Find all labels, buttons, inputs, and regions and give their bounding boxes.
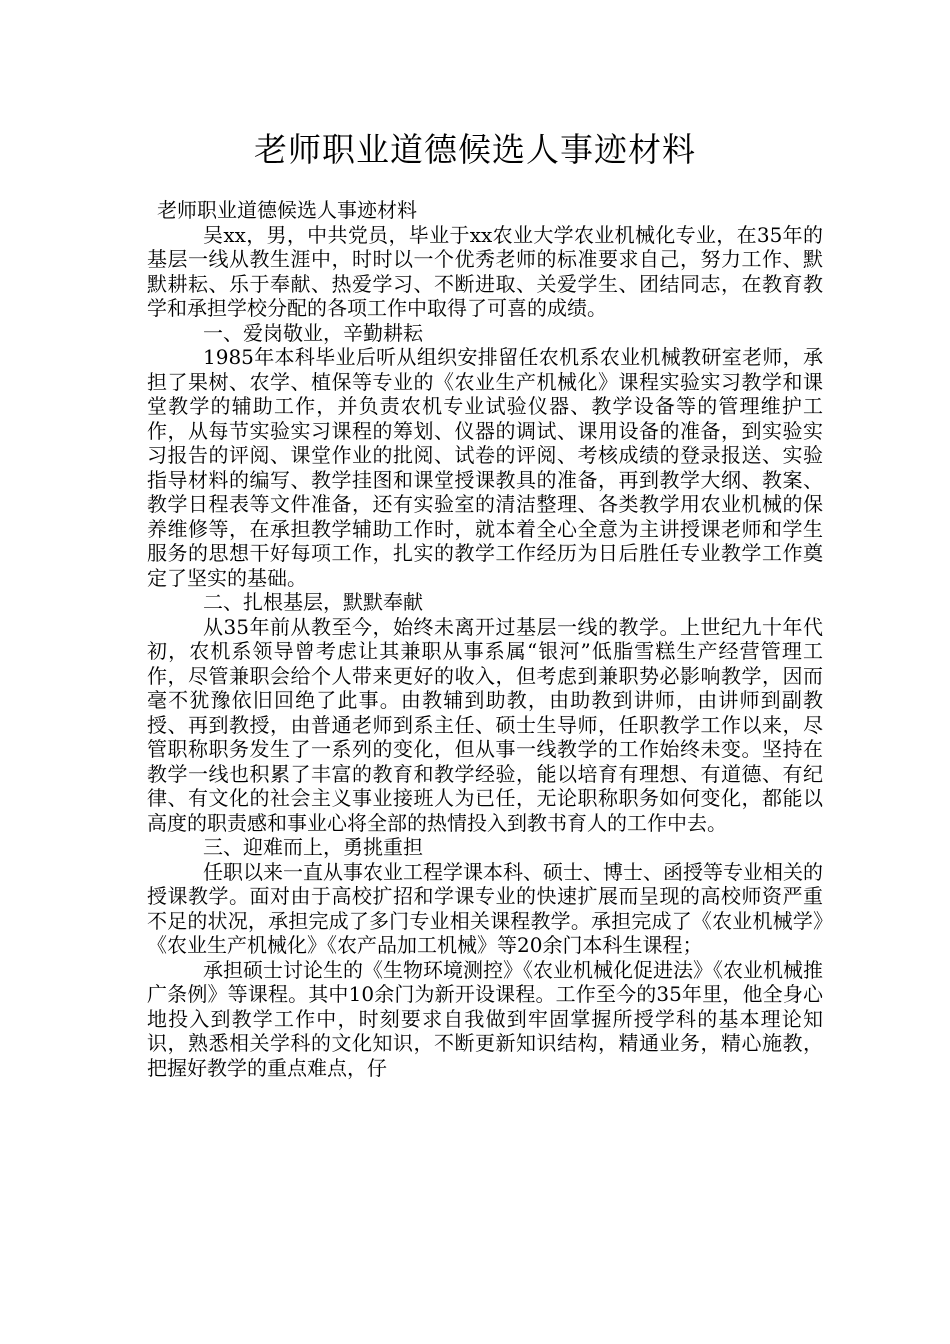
section-2-paragraph: 从35年前从教至今，始终未离开过基层一线的教学。上世纪九十年代初，农机系领导曾考虑让其兼职从事系属“银河”低脂雪糕生产经营管理工作，尽管兼职会给个人带来更好的收入，但考虑到兼职势必影响教学，因而毫不犹豫依旧回绝了此事。由教辅到助教，由助教到讲师，由讲师到副教授、再到教授，由普通老师到系主任、硕士生导师，任职教学工作以来，尽管职称职务发生了一系列的变化，但从事一线教学的工作始终未变。坚持在教学一线也积累了丰富的教育和教学经验，能以培育有理想、有道德、有纪律、有文化的社会主义事业接班人为已任，无论职称职务如何变化，都能以高度的职责感和事业心将全部的热情投入到教书育人的工作中去。 [147,614,823,835]
section-3-paragraph-1: 任职以来一直从事农业工程学课本科、硕士、博士、函授等专业相关的授课教学。面对由于高校扩招和学课专业的快速扩展而呈现的高校师资严重不足的状况，承担完成了多门专业相关课程教学。承担完成了《农业机械学》《农业生产机械化》《农产品加工机械》等20余门本科生课程； [147,859,823,957]
intro-paragraph: 吴xx，男，中共党员，毕业于xx农业大学农业机械化专业，在35年的基层一线从教生涯中，时时以一个优秀老师的标准要求自己，努力工作、默默耕耘、乐于奉献、热爱学习、不断进取、关爱学生、团结同志，在教育教学和承担学校分配的各项工作中取得了可喜的成绩。 [147,222,823,320]
section-3-paragraph-2: 承担硕士讨论生的《生物环境测控》《农业机械化促进法》《农业机械推广条例》等课程。其中10余门为新开设课程。工作至今的35年里，他全身心地投入到教学工作中，时刻要求自我做到牢固掌握所授学科的基本理论知识，熟悉相关学科的文化知识，不断更新知识结构，精通业务，精心施教，把握好教学的重点难点，仔 [147,957,823,1080]
document-body [147,198,823,1080]
section-heading-1: 一、爱岗敬业，辛勤耕耘 [203,320,423,345]
document-subtitle: 老师职业道德候选人事迹材料 [157,198,417,222]
document-title: 老师职业道德候选人事迹材料 [254,130,696,169]
section-1-paragraph: 1985年本科毕业后听从组织安排留任农机系农业机械教研室老师，承担了果树、农学、植保等专业的《农业生产机械化》课程实验实习教学和课堂教学的辅助工作，并负责农机专业试验仪器、教学设备等的管理维护工作，从每节实验实习课程的筹划、仪器的调试、课用设备的准备，到实验实习报告的评阅、课堂作业的批阅、试卷的评阅、考核成绩的登录报送、实验指导材料的编写、教学挂图和课堂授课教具的准备，再到教学大纲、教案、教学日程表等文件准备，还有实验室的清洁整理、各类教学用农业机械的保养维修等，在承担教学辅助工作时，就本着全心全意为主讲授课老师和学生服务的思想干好每项工作，扎实的教学工作经历为日后胜任专业教学工作奠定了坚实的基础。 [147,345,823,590]
section-heading-3: 三、迎难而上，勇挑重担 [203,835,423,859]
section-heading-2: 二、扎根基层，默默奉献 [203,590,423,614]
